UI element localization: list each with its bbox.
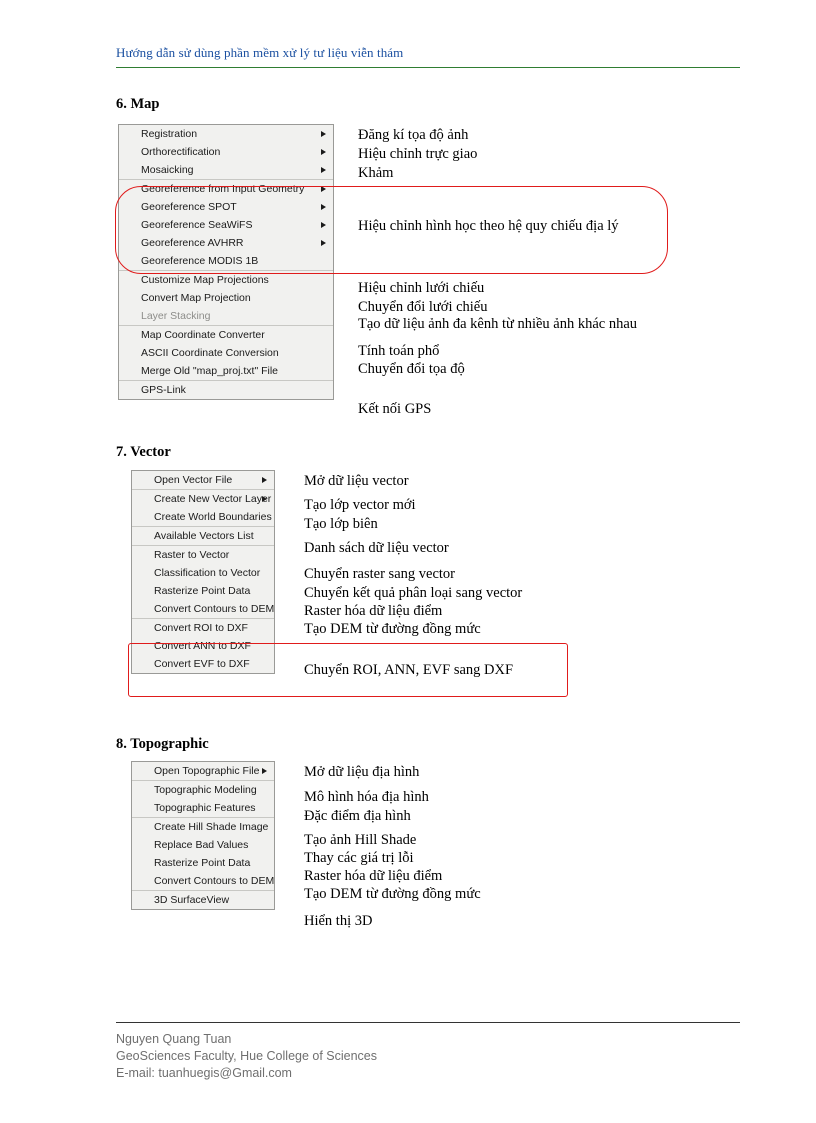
menu-item-label: Raster to Vector — [154, 548, 230, 561]
translation-registration: Đăng kí tọa độ ảnh — [358, 127, 469, 143]
menu-item-georeference-spot[interactable] — [119, 198, 333, 216]
menu-group — [119, 381, 333, 399]
menu-panel-vector[interactable] — [131, 470, 275, 674]
menu-item-gps-link[interactable] — [119, 381, 333, 399]
submenu-arrow-icon — [321, 240, 326, 246]
translation-rasterize-point-data-topo: Raster hóa dữ liệu điểm — [304, 868, 443, 884]
translation-raster-to-vector: Chuyển raster sang vector — [304, 566, 455, 582]
translation-layer-stacking: Tạo dữ liệu ảnh đa kênh từ nhiều ảnh khác nhau — [358, 316, 638, 332]
menu-item-3d-surfaceview[interactable] — [132, 891, 274, 909]
translation-rasterize-point-data: Raster hóa dữ liệu điểm — [304, 603, 443, 619]
translation-classification-to-vector: Chuyển kết quả phân loại sang vector — [304, 585, 523, 601]
menu-item-label: Rasterize Point Data — [154, 856, 251, 869]
menu-group — [132, 546, 274, 619]
menu-item-label: Open Vector File — [154, 473, 233, 486]
menu-item-label: Layer Stacking — [141, 309, 211, 322]
menu-item-classification-to-vector[interactable] — [132, 564, 274, 582]
translation-map-coordinate-converter: Tính toán phổ — [358, 343, 440, 359]
menu-item-label: Convert ROI to DXF — [154, 621, 248, 634]
menu-item-label: Convert EVF to DXF — [154, 657, 250, 670]
menu-item-label: Topographic Features — [154, 801, 256, 814]
menu-item-convert-ann-to-dxf[interactable] — [132, 637, 274, 655]
menu-item-open-topographic-file[interactable] — [132, 762, 274, 780]
translation-replace-bad-values: Thay các giá trị lỗi — [304, 850, 414, 866]
menu-item-label: Create New Vector Layer — [154, 492, 272, 505]
menu-item-raster-to-vector[interactable] — [132, 546, 274, 564]
submenu-arrow-icon — [321, 204, 326, 210]
header-title: Hướng dẫn sử dùng phần mềm xử lý tư liệu viễn thám — [116, 45, 404, 60]
footer-email: E-mail: tuanhuegis@Gmail.com — [116, 1066, 292, 1080]
menu-group — [132, 762, 274, 781]
submenu-arrow-icon — [321, 131, 326, 137]
menu-item-label: Open Topographic File — [154, 764, 260, 777]
translation-mosaicking: Khảm — [358, 165, 394, 181]
menu-item-label: Available Vectors List — [154, 529, 254, 542]
submenu-arrow-icon — [321, 186, 326, 192]
menu-item-label: Orthorectification — [141, 145, 221, 158]
menu-item-georeference-modis-1b[interactable] — [119, 252, 333, 270]
menu-item-registration[interactable] — [119, 125, 333, 143]
menu-item-rasterize-point-data-topo[interactable] — [132, 854, 274, 872]
translation-convert-contours-to-dem-topo: Tạo DEM từ đường đồng mức — [304, 886, 481, 902]
menu-item-label: Map Coordinate Converter — [141, 328, 265, 341]
menu-item-merge-old-map-proj[interactable] — [119, 362, 333, 380]
menu-item-label: Merge Old "map_proj.txt" File — [141, 364, 279, 377]
menu-item-label: GPS-Link — [141, 383, 186, 396]
translation-open-topographic-file: Mở dữ liệu địa hình — [304, 764, 420, 780]
menu-item-label: Create World Boundaries — [154, 510, 272, 523]
menu-group — [119, 180, 333, 271]
translation-3d-surfaceview: Hiển thị 3D — [304, 913, 373, 929]
translation-open-vector-file: Mở dữ liệu vector — [304, 473, 409, 489]
menu-group — [132, 490, 274, 527]
menu-item-label: 3D SurfaceView — [154, 893, 230, 906]
menu-item-label: Georeference SeaWiFS — [141, 218, 253, 231]
header-divider — [116, 67, 740, 68]
menu-item-georeference-seawifs[interactable] — [119, 216, 333, 234]
menu-item-orthorectification[interactable] — [119, 143, 333, 161]
menu-group — [119, 326, 333, 381]
menu-item-create-world-boundaries[interactable] — [132, 508, 274, 526]
translation-georeference-group: Hiệu chỉnh hình học theo hệ quy chiếu địa lý — [358, 218, 619, 234]
menu-item-layer-stacking[interactable] — [119, 307, 333, 325]
menu-item-label: Convert Contours to DEM — [154, 874, 275, 887]
menu-item-topographic-features[interactable] — [132, 799, 274, 817]
menu-item-georeference-input-geometry[interactable] — [119, 180, 333, 198]
menu-item-label: Convert ANN to DXF — [154, 639, 251, 652]
menu-item-ascii-coordinate-conversion[interactable] — [119, 344, 333, 362]
submenu-arrow-icon — [321, 149, 326, 155]
translation-create-new-vector-layer: Tạo lớp vector mới — [304, 497, 416, 513]
translation-create-hill-shade-image: Tạo ảnh Hill Shade — [304, 832, 417, 848]
menu-item-customize-map-projections[interactable] — [119, 271, 333, 289]
submenu-arrow-icon — [321, 222, 326, 228]
menu-item-label: Registration — [141, 127, 198, 140]
menu-item-map-coordinate-converter[interactable] — [119, 326, 333, 344]
menu-item-rasterize-point-data[interactable] — [132, 582, 274, 600]
menu-group — [132, 527, 274, 546]
translation-orthorectification: Hiệu chỉnh trực giao — [358, 146, 478, 162]
translation-create-world-boundaries: Tạo lớp biên — [304, 516, 378, 532]
menu-item-label: Classification to Vector — [154, 566, 261, 579]
menu-group — [132, 891, 274, 909]
menu-item-convert-contours-to-dem-topo[interactable] — [132, 872, 274, 890]
menu-item-label: Mosaicking — [141, 163, 194, 176]
menu-item-convert-evf-to-dxf[interactable] — [132, 655, 274, 673]
menu-item-label: Georeference AVHRR — [141, 236, 244, 249]
footer-affiliation: GeoSciences Faculty, Hue College of Sciences — [116, 1049, 378, 1063]
menu-item-label: Georeference MODIS 1B — [141, 254, 259, 267]
menu-item-label: ASCII Coordinate Conversion — [141, 346, 279, 359]
menu-item-georeference-avhrr[interactable] — [119, 234, 333, 252]
menu-group — [119, 271, 333, 326]
translation-convert-map-projection: Chuyển đổi lưới chiếu — [358, 299, 488, 315]
menu-panel-map[interactable] — [118, 124, 334, 400]
translation-customize-map-projections: Hiệu chỉnh lưới chiếu — [358, 280, 485, 296]
menu-item-open-vector-file[interactable] — [132, 471, 274, 489]
menu-item-label: Create Hill Shade Image — [154, 820, 269, 833]
menu-item-topographic-modeling[interactable] — [132, 781, 274, 799]
page-footer — [116, 1022, 740, 1082]
menu-item-create-hill-shade-image[interactable] — [132, 818, 274, 836]
menu-item-convert-contours-to-dem[interactable] — [132, 600, 274, 618]
page-header — [116, 45, 740, 68]
menu-item-label: Georeference SPOT — [141, 200, 237, 213]
submenu-arrow-icon — [321, 167, 326, 173]
menu-group — [132, 619, 274, 673]
menu-item-mosaicking[interactable] — [119, 161, 333, 179]
menu-item-label: Replace Bad Values — [154, 838, 249, 851]
menu-item-convert-map-projection[interactable] — [119, 289, 333, 307]
menu-panel-topographic[interactable] — [131, 761, 275, 910]
footer-divider — [116, 1022, 740, 1023]
section-title-topographic: 8. Topographic — [116, 736, 209, 752]
translation-available-vectors-list: Danh sách dữ liệu vector — [304, 540, 449, 556]
menu-item-label: Convert Map Projection — [141, 291, 251, 304]
translation-convert-to-dxf: Chuyển ROI, ANN, EVF sang DXF — [304, 662, 514, 678]
menu-item-available-vectors-list[interactable] — [132, 527, 274, 545]
menu-item-convert-roi-to-dxf[interactable] — [132, 619, 274, 637]
footer-author: Nguyen Quang Tuan — [116, 1032, 232, 1046]
translation-gps-link: Kết nối GPS — [358, 401, 432, 417]
menu-group — [132, 471, 274, 490]
translation-topographic-features: Đặc điểm địa hình — [304, 808, 411, 824]
menu-group — [132, 818, 274, 891]
menu-item-label: Customize Map Projections — [141, 273, 269, 286]
menu-group — [132, 781, 274, 818]
section-title-vector: 7. Vector — [116, 444, 171, 460]
menu-item-replace-bad-values[interactable] — [132, 836, 274, 854]
menu-group — [119, 125, 333, 180]
submenu-arrow-icon — [262, 477, 267, 483]
menu-item-label: Topographic Modeling — [154, 783, 257, 796]
translation-topographic-modeling: Mô hình hóa địa hình — [304, 789, 429, 805]
translation-ascii-coordinate-conversion: Chuyển đổi tọa độ — [358, 361, 465, 377]
menu-item-label: Rasterize Point Data — [154, 584, 251, 597]
menu-item-create-new-vector-layer[interactable] — [132, 490, 274, 508]
section-title-map: 6. Map — [116, 96, 160, 112]
translation-convert-contours-to-dem: Tạo DEM từ đường đồng mức — [304, 621, 481, 637]
submenu-arrow-icon — [262, 768, 267, 774]
menu-item-label: Georeference from Input Geometry — [141, 182, 305, 195]
menu-item-label: Convert Contours to DEM — [154, 602, 275, 615]
submenu-arrow-icon — [262, 496, 267, 502]
